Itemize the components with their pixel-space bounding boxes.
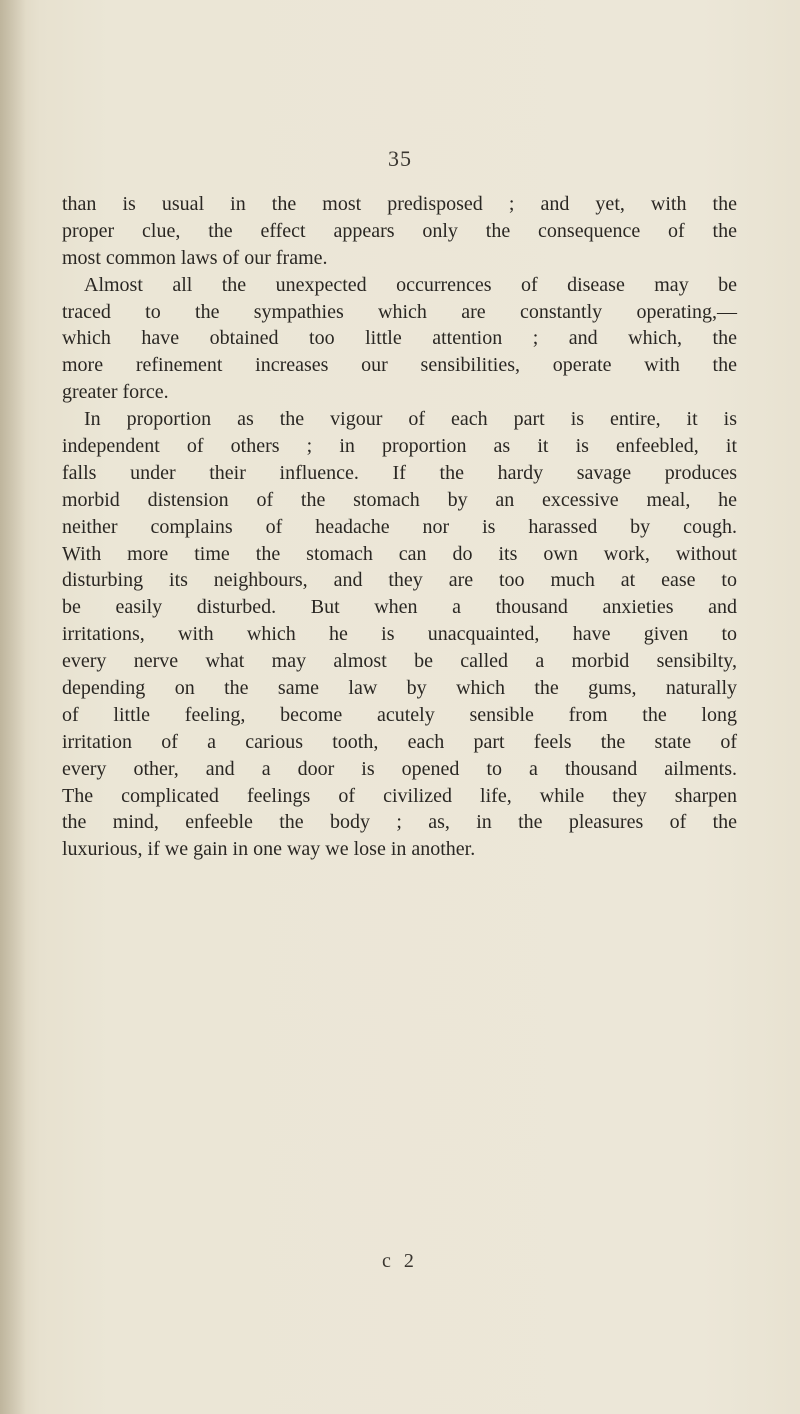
text-line: proper clue, the effect appears only the consequence of the [62,219,737,242]
text-line: With more time the stomach can do its own work, without [62,542,737,565]
text-line: morbid distension of the stomach by an excessive meal, he [62,488,737,511]
text-line: Almost all the unexpected occurrences of disease may be [84,273,737,296]
text-line: than is usual in the most predisposed ; and yet, with the [62,193,737,215]
text-line: irritation of a carious tooth, each part feels the state of [62,730,737,753]
text-line: falls under their influence. If the hardy savage produces [62,461,737,484]
page-number: 35 [388,146,412,171]
text-line: depending on the same law by which the gums, naturally [62,677,737,700]
signature-mark: c 2 [382,1250,418,1272]
text-line: most common laws of our frame. [62,246,328,269]
text-line: more refinement increases our sensibilities, operate with the [62,354,737,377]
text-line: disturbing its neighbours, and they are too much at ease to [62,569,737,592]
body-text [62,191,737,863]
text-line: be easily disturbed. But when a thousand anxieties and [62,596,737,619]
text-line: of little feeling, become acutely sensible from the long [62,703,737,726]
text-line: traced to the sympathies which are constantly operating,— [62,300,737,323]
text-line: neither complains of headache nor is harassed by cough. [62,515,737,538]
text-line: In proportion as the vigour of each part is entire, it is [84,408,737,431]
text-line: every other, and a door is opened to a thousand ailments. [62,757,737,780]
text-line: luxurious, if we gain in one way we lose in another. [62,838,476,861]
text-line: every nerve what may almost be called a morbid sensibilty, [62,650,737,673]
text-line: greater force. [62,381,169,404]
text-line: which have obtained too little attention ; and which, the [62,327,737,350]
text-line: independent of others ; in proportion as it is enfeebled, it [62,435,737,458]
text-line: The complicated feelings of civilized life, while they sharpen [62,784,737,807]
text-line: irritations, with which he is unacquainted, have given to [62,623,737,646]
page-edge-shadow [0,0,26,1414]
text-line: the mind, enfeeble the body ; as, in the pleasures of the [62,811,737,834]
